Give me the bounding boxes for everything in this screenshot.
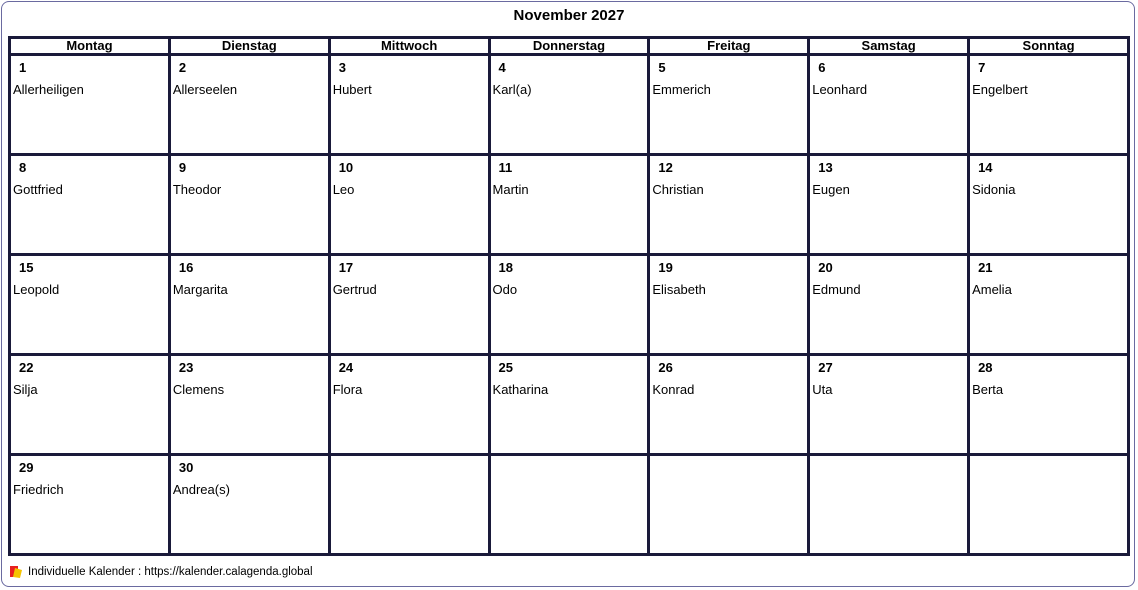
name-day-label: Christian [652, 182, 704, 197]
name-day-label: Flora [332, 382, 363, 397]
day-cell[interactable] [809, 255, 969, 355]
name-day-label: Eugen [812, 182, 850, 197]
day-cell[interactable] [10, 355, 170, 455]
week-row [10, 255, 1129, 355]
day-number: 13 [818, 160, 833, 175]
name-day-label: Sidonia [972, 182, 1016, 197]
name-day-label: Leonhard [812, 82, 868, 97]
day-number: 26 [658, 360, 673, 375]
name-day-label: Amelia [972, 282, 1012, 297]
name-day-label: Margarita [172, 282, 228, 297]
name-day-label: Gertrud [332, 282, 377, 297]
day-number: 15 [19, 260, 34, 275]
day-cell[interactable] [809, 355, 969, 455]
name-day-label: Leopold [13, 282, 60, 297]
week-row [10, 155, 1129, 255]
name-day-label: Odo [492, 282, 518, 297]
weekday-header: Samstag [809, 38, 969, 55]
weekday-header: Freitag [649, 38, 809, 55]
day-cell[interactable] [169, 455, 329, 555]
day-number: 27 [818, 360, 833, 375]
weekday-header: Mittwoch [329, 38, 489, 55]
day-cell[interactable] [329, 155, 489, 255]
name-day-label: Emmerich [652, 82, 711, 97]
empty-day-cell [329, 455, 489, 555]
calagenda-logo-icon [9, 565, 23, 579]
footer [9, 565, 313, 579]
name-day-label: Berta [972, 382, 1004, 397]
week-row [10, 355, 1129, 455]
day-number: 19 [658, 260, 673, 275]
name-day-label: Silja [13, 382, 38, 397]
day-cell[interactable] [489, 255, 649, 355]
day-number: 28 [978, 360, 993, 375]
name-day-label: Leo [332, 182, 355, 197]
name-day-label: Gottfried [13, 182, 63, 197]
day-cell[interactable] [649, 355, 809, 455]
day-number: 22 [19, 360, 34, 375]
day-number: 21 [978, 260, 993, 275]
day-number: 8 [19, 160, 27, 175]
day-number: 17 [338, 260, 354, 275]
weekday-header-row [10, 38, 1129, 55]
weekday-header: Dienstag [169, 38, 329, 55]
day-cell[interactable] [169, 155, 329, 255]
weekday-header: Montag [10, 38, 170, 55]
calagenda-link[interactable]: Individuelle Kalender : https://kalender.calagenda.global [28, 566, 313, 578]
calendar-grid [8, 36, 1130, 556]
day-number: 6 [818, 60, 826, 75]
name-day-label: Engelbert [972, 82, 1028, 97]
weekday-header: Donnerstag [489, 38, 649, 55]
day-number: 16 [178, 260, 194, 275]
name-day-label: Martin [492, 182, 529, 197]
day-number: 10 [338, 160, 354, 175]
day-cell[interactable] [969, 155, 1129, 255]
day-cell[interactable] [329, 355, 489, 455]
day-cell[interactable] [169, 255, 329, 355]
day-cell[interactable] [649, 55, 809, 155]
name-day-label: Andrea(s) [172, 482, 230, 497]
weekday-header: Sonntag [969, 38, 1129, 55]
day-cell[interactable] [969, 55, 1129, 155]
name-day-label: Konrad [652, 382, 695, 397]
day-cell[interactable] [969, 255, 1129, 355]
day-number: 5 [658, 60, 666, 75]
day-cell[interactable] [649, 255, 809, 355]
day-cell[interactable] [169, 355, 329, 455]
day-cell[interactable] [169, 55, 329, 155]
empty-day-cell [649, 455, 809, 555]
day-cell[interactable] [329, 55, 489, 155]
day-number: 20 [818, 260, 833, 275]
day-cell[interactable] [10, 55, 170, 155]
day-number: 29 [19, 460, 34, 475]
empty-day-cell [969, 455, 1129, 555]
day-number: 12 [658, 160, 673, 175]
name-day-label: Friedrich [13, 482, 64, 497]
day-number: 18 [498, 260, 513, 275]
day-cell[interactable] [10, 455, 170, 555]
name-day-label: Edmund [812, 282, 861, 297]
name-day-label: Clemens [172, 382, 225, 397]
day-cell[interactable] [969, 355, 1129, 455]
day-number: 4 [498, 60, 506, 75]
day-cell[interactable] [809, 155, 969, 255]
name-day-label: Uta [812, 382, 833, 397]
name-day-label: Elisabeth [652, 282, 706, 297]
day-number: 9 [178, 160, 187, 175]
empty-day-cell [809, 455, 969, 555]
day-number: 24 [338, 360, 354, 375]
week-row [10, 455, 1129, 555]
day-number: 7 [978, 60, 986, 75]
empty-day-cell [489, 455, 649, 555]
day-number: 11 [498, 160, 513, 175]
day-number: 23 [178, 360, 194, 375]
name-day-label: Allerseelen [172, 82, 238, 97]
day-cell[interactable] [329, 255, 489, 355]
day-cell[interactable] [489, 55, 649, 155]
day-cell[interactable] [10, 155, 170, 255]
day-cell[interactable] [489, 155, 649, 255]
day-cell[interactable] [10, 255, 170, 355]
calendar-title: November 2027 [513, 7, 625, 24]
name-day-label: Theodor [172, 182, 222, 197]
day-number: 14 [978, 160, 993, 175]
name-day-label: Hubert [332, 82, 372, 97]
day-cell[interactable] [649, 155, 809, 255]
week-row [10, 55, 1129, 155]
name-day-label: Katharina [492, 382, 549, 397]
day-number: 2 [178, 60, 187, 75]
day-cell[interactable] [489, 355, 649, 455]
day-number: 25 [498, 360, 513, 375]
name-day-label: Allerheiligen [13, 82, 84, 97]
day-number: 1 [19, 60, 27, 75]
day-cell[interactable] [809, 55, 969, 155]
name-day-label: Karl(a) [492, 82, 532, 97]
day-number: 30 [178, 460, 194, 475]
day-number: 3 [338, 60, 346, 75]
